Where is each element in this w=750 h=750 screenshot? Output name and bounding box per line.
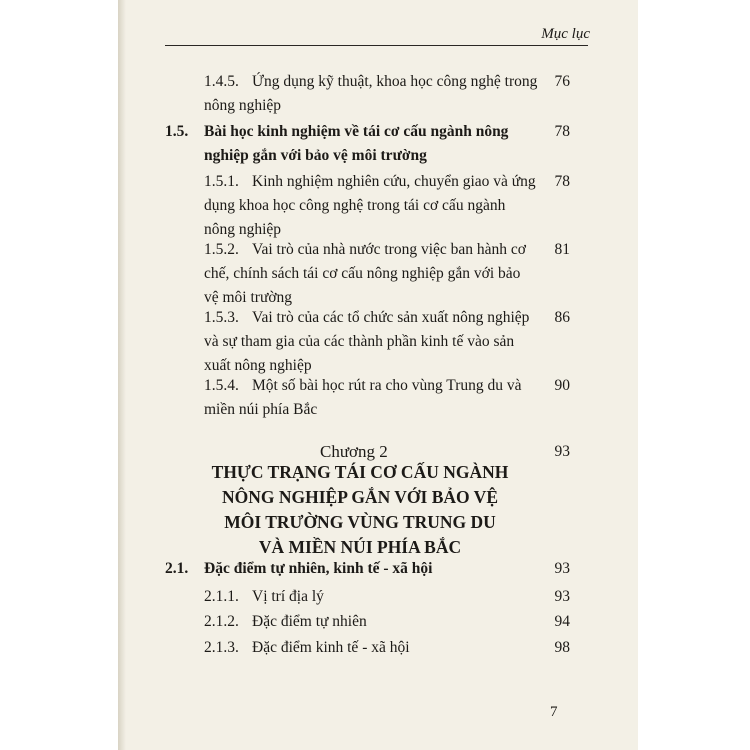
toc-entry-number: 2.1.1.: [204, 588, 239, 605]
chapter-title-line: NÔNG NGHIỆP GẮN VỚI BẢO VỆ: [222, 487, 498, 507]
header-rule: [165, 45, 588, 46]
toc-entry-line: dụng khoa học công nghệ trong tái cơ cấu ngành: [204, 197, 506, 214]
toc-entry-number: 1.5.1.: [204, 173, 239, 190]
toc-entry-number: 1.5.3.: [204, 309, 239, 326]
toc-entry-number: 1.5.: [165, 123, 189, 140]
toc-entry-line: nông nghiệp: [204, 97, 282, 114]
toc-page-number: 76: [554, 73, 570, 90]
toc-page-number: 93: [554, 443, 570, 460]
toc-entry-line: Vai trò của nhà nước trong việc ban hành cơ: [252, 241, 526, 258]
toc-page-number: 78: [554, 173, 570, 190]
toc-entry-line: Đặc điểm tự nhiên, kinh tế - xã hội: [204, 560, 433, 577]
toc-entry-line: xuất nông nghiệp: [204, 357, 312, 374]
page-folio: 7: [550, 704, 558, 720]
toc-entry-line: nghiệp gắn với bảo vệ môi trường: [204, 147, 427, 164]
toc-entry-line: Vị trí địa lý: [252, 588, 324, 605]
toc-entry-line: nông nghiệp: [204, 221, 282, 238]
toc-entry-number: 1.5.2.: [204, 241, 239, 258]
toc-page-number: 98: [554, 639, 570, 656]
toc-entry-line: Đặc điểm tự nhiên: [252, 613, 367, 630]
toc-entry-line: Ứng dụng kỹ thuật, khoa học công nghệ trong: [252, 73, 538, 90]
toc-entry-number: 2.1.2.: [204, 613, 239, 630]
toc-page-number: 93: [554, 588, 570, 605]
toc-entry-line: vệ môi trường: [204, 289, 293, 306]
toc-entry-number: 1.4.5.: [204, 73, 239, 90]
toc-entry-line: chế, chính sách tái cơ cấu nông nghiệp gắn với bảo: [204, 265, 521, 282]
toc-entry-line: và sự tham gia của các thành phần kinh tế vào sản: [204, 333, 515, 350]
toc-entry-line: Một số bài học rút ra cho vùng Trung du và: [252, 377, 522, 394]
toc-entry-line: Vai trò của các tổ chức sản xuất nông nghiệp: [252, 309, 530, 326]
toc-entry-line: miền núi phía Bắc: [204, 401, 318, 418]
toc-page-number: 94: [554, 613, 570, 630]
toc-page-number: 90: [554, 377, 570, 394]
chapter-label: Chương 2: [320, 442, 388, 461]
toc-page-number: 78: [554, 123, 570, 140]
chapter-title: [200, 460, 520, 560]
toc-entry-number: 2.1.: [165, 560, 189, 577]
toc-page-number: 93: [554, 560, 570, 577]
toc-entry-line: Bài học kinh nghiệm về tái cơ cấu ngành nông: [204, 123, 509, 140]
chapter-title-line: THỰC TRẠNG TÁI CƠ CẤU NGÀNH: [211, 462, 509, 482]
toc-page-number: 86: [554, 309, 570, 326]
chapter-title-line: MÔI TRƯỜNG VÙNG TRUNG DU: [224, 512, 496, 532]
toc-entry-number: 1.5.4.: [204, 377, 239, 394]
running-head: Mục lục: [541, 26, 590, 42]
page-gutter-shadow: [118, 0, 126, 750]
toc-entry-line: Kinh nghiệm nghiên cứu, chuyển giao và ứng: [252, 173, 536, 190]
toc-entry-number: 2.1.3.: [204, 639, 239, 656]
chapter-title-line: VÀ MIỀN NÚI PHÍA BẮC: [258, 537, 462, 557]
toc-page-number: 81: [554, 241, 570, 258]
toc-entry-line: Đặc điểm kinh tế - xã hội: [252, 639, 410, 656]
